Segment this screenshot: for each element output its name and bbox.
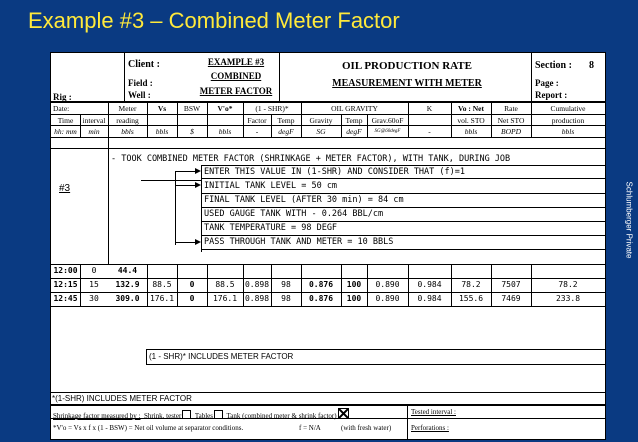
- note-line-7: PASS THROUGH TANK AND METER = 10 BBLS: [204, 237, 394, 247]
- row-1-reading: 132.9: [115, 280, 140, 289]
- well-label: Well :: [128, 90, 151, 100]
- col-vol-sto: vol. STO: [457, 116, 485, 125]
- col-vo-star: V'o*: [217, 104, 233, 113]
- divider: [51, 264, 605, 265]
- example-line-3: METER FACTOR: [199, 86, 273, 96]
- divider: [201, 221, 605, 222]
- unit-interval: min: [88, 127, 100, 136]
- arrow-connector: [175, 171, 176, 245]
- row-1-vo: 88.5: [215, 280, 235, 289]
- tables-label: Tables: [194, 412, 213, 420]
- unit-grav60: SG@60degF: [374, 129, 401, 134]
- divider: [51, 292, 605, 293]
- col-bsw: BSW: [183, 104, 201, 113]
- col-time: Time: [57, 116, 74, 125]
- formula-text: *V'o = Vs x f x (1 - BSW) = Net oil volume at separator conditions.: [53, 424, 244, 432]
- page-label: Page :: [535, 78, 559, 88]
- row-1-rate: 7507: [501, 280, 521, 289]
- unit-factor: -: [255, 127, 259, 136]
- unit-k: -: [428, 127, 431, 136]
- outer-note: *(1-SHR) INCLUDES METER FACTOR: [52, 394, 192, 403]
- unit-reading: bbls: [121, 127, 134, 136]
- divider: [146, 364, 605, 365]
- unit-vs: bbls: [155, 127, 169, 136]
- col-reading: reading: [116, 116, 139, 125]
- note-line-1: - TOOK COMBINED METER FACTOR (SHRINKAGE + METER FACTOR), WITH TANK, DURING JOB: [111, 154, 511, 164]
- tank-label: Tank (combined meter & shrink factor): [226, 412, 337, 420]
- divider: [51, 404, 605, 406]
- divider: [51, 418, 605, 419]
- row-2-interval: 30: [89, 294, 99, 303]
- divider: [146, 349, 147, 364]
- divider: [51, 148, 605, 149]
- row-0-time: 12:00: [53, 266, 78, 275]
- divider: [407, 404, 408, 440]
- example-ref: #3: [59, 183, 71, 194]
- unit-cum: bbls: [561, 127, 575, 136]
- divider: [51, 306, 605, 307]
- divider: [141, 180, 201, 181]
- unit-vol: bbls: [464, 127, 478, 136]
- rig-label: Rig :: [53, 92, 72, 102]
- row-1-grav60: 0.890: [375, 280, 400, 289]
- side-label: [622, 150, 636, 290]
- unit-temp: degF: [278, 127, 294, 136]
- divider: [51, 114, 605, 115]
- note-line-3: INITIAL TANK LEVEL = 50 cm: [204, 181, 338, 191]
- divider: [201, 207, 605, 208]
- unit-temp-2: degF: [346, 127, 362, 136]
- col-k: K: [426, 104, 433, 113]
- col-vs: Vs: [157, 104, 167, 113]
- col-meter: Meter: [118, 104, 137, 113]
- col-vo-net: Vo : Net: [458, 104, 484, 113]
- row-1-temp: 98: [281, 280, 291, 289]
- row-1-time: 12:15: [53, 280, 78, 289]
- row-2-temp-2: 100: [346, 294, 362, 303]
- divider: [146, 349, 605, 350]
- row-1-k: 0.984: [417, 280, 442, 289]
- divider: [201, 249, 605, 250]
- row-2-vs: 176.1: [149, 294, 175, 303]
- row-1-gravity: 0.876: [308, 280, 334, 289]
- col-interval: interval: [82, 116, 106, 125]
- divider: [124, 53, 125, 101]
- unit-time: hh: mm: [54, 127, 77, 136]
- row-1-vs: 88.5: [152, 280, 172, 289]
- unit-rate: BOPD: [501, 127, 521, 136]
- row-1-interval: 15: [89, 280, 99, 289]
- arrow-icon: [175, 171, 199, 172]
- section-value: 8: [589, 60, 594, 71]
- note-line-2: ENTER THIS VALUE IN (1-SHR) AND CONSIDER THAT (f)=1: [204, 167, 465, 177]
- col-temp-2: Temp: [345, 116, 363, 125]
- divider: [279, 53, 280, 101]
- production-rate-form: [50, 52, 606, 440]
- row-2-bsw: 0: [189, 294, 195, 303]
- divider: [51, 278, 605, 279]
- side-label-text: Schlumberger Private: [624, 181, 634, 259]
- section-label: Section :: [535, 60, 572, 71]
- divider: [201, 165, 605, 166]
- divider: [201, 178, 605, 179]
- tested-interval-label: Tested interval :: [411, 408, 456, 416]
- col-oil-gravity: OIL GRAVITY: [331, 104, 378, 113]
- report-label: Report :: [535, 90, 568, 100]
- perforations-label: Perforations :: [411, 424, 449, 432]
- divider: [108, 101, 109, 264]
- row-1-factor: 0.898: [244, 280, 270, 289]
- arrow-icon: [175, 242, 199, 243]
- divider: [51, 125, 605, 126]
- divider: [51, 137, 605, 138]
- check-mark-icon: [339, 409, 348, 418]
- row-2-vol: 155.6: [458, 294, 484, 303]
- divider: [201, 235, 605, 236]
- row-1-vol: 78.2: [461, 280, 481, 289]
- row-1-temp-2: 100: [346, 280, 362, 289]
- col-cumulative: Cumulative: [550, 104, 586, 113]
- shrinkage-prefix: Shrinkage factor measured by :: [53, 412, 141, 420]
- col-date: Date:: [53, 104, 70, 113]
- row-0-reading: 44.4: [117, 266, 138, 275]
- row-2-time: 12:45: [53, 294, 78, 303]
- row-2-gravity: 0.876: [308, 294, 334, 303]
- shrink-tester-label: Shrink. tester: [143, 412, 182, 420]
- row-2-k: 0.984: [417, 294, 442, 303]
- row-1-cum: 78.2: [558, 280, 578, 289]
- col-production: production: [551, 116, 585, 125]
- row-1-bsw: 0: [189, 280, 195, 289]
- client-label: Client :: [128, 59, 160, 70]
- row-2-temp: 98: [281, 294, 291, 303]
- col-net-sto: Net STO: [497, 116, 525, 125]
- note-line-5: USED GAUGE TANK WITH - 0.264 BBL/cm: [204, 209, 384, 219]
- row-2-vo: 176.1: [212, 294, 238, 303]
- divider: [531, 53, 532, 101]
- slide-title: Example #3 – Combined Meter Factor: [28, 8, 400, 33]
- example-line-1: EXAMPLE #3: [207, 57, 265, 67]
- form-title-line-1: OIL PRODUCTION RATE: [342, 60, 472, 72]
- row-2-rate: 7469: [501, 294, 521, 303]
- row-2-reading: 309.0: [115, 294, 140, 303]
- note-line-6: TANK TEMPERATURE = 98 DEGF: [204, 223, 338, 233]
- row-0-interval: 0: [91, 266, 97, 275]
- form-title-line-2: MEASUREMENT WITH METER: [332, 78, 482, 89]
- col-shr: (1 - SHR)*: [255, 104, 289, 113]
- divider: [51, 101, 605, 103]
- col-gravity: Gravity: [309, 116, 333, 125]
- note-line-4: FINAL TANK LEVEL (AFTER 30 min) = 84 cm: [204, 195, 404, 205]
- unit-gravity: SG: [316, 127, 326, 136]
- divider: [51, 392, 605, 393]
- col-temp: Temp: [277, 116, 295, 125]
- col-grav60: Grav.60oF: [371, 116, 404, 125]
- col-rate: Rate: [504, 104, 518, 113]
- row-2-grav60: 0.890: [375, 294, 400, 303]
- col-factor: Factor: [247, 116, 267, 125]
- unit-vo: bbls: [218, 127, 232, 136]
- row-2-factor: 0.898: [244, 294, 270, 303]
- fresh-water-note: (with fresh water): [341, 424, 392, 432]
- unit-bsw: $: [190, 127, 194, 136]
- field-label: Field :: [128, 78, 153, 88]
- row-2-cum: 233.8: [555, 294, 581, 303]
- example-line-2: COMBINED: [210, 71, 262, 81]
- divider: [201, 193, 605, 194]
- inner-note: (1 - SHR)* INCLUDES METER FACTOR: [149, 352, 294, 361]
- arrow-icon: [175, 185, 199, 186]
- f-value: f = N/A: [299, 424, 321, 432]
